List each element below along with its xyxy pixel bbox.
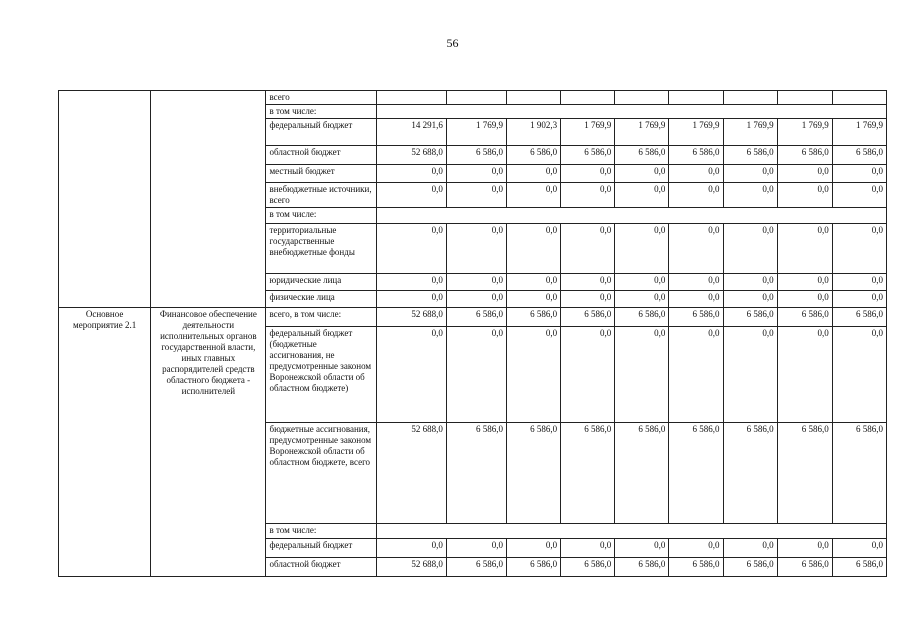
amount-cell: 6 586,0: [507, 308, 561, 327]
amount-cell: 0,0: [832, 327, 886, 423]
amount-cell: 0,0: [669, 165, 723, 183]
amount-cell: 1 769,9: [615, 119, 669, 146]
amount-cell: 0,0: [561, 291, 615, 308]
budget-table-body: [59, 91, 887, 577]
amount-cell: 0,0: [832, 224, 886, 274]
amount-cell: 14 291,6: [376, 119, 446, 146]
amount-cell: 0,0: [446, 274, 506, 291]
amount-cell: 0,0: [507, 165, 561, 183]
amount-cell: 6 586,0: [777, 146, 832, 165]
amount-cell: 1 769,9: [723, 119, 777, 146]
amount-cell: 0,0: [723, 274, 777, 291]
amount-cell: 6 586,0: [723, 558, 777, 577]
funding-source-cell: внебюджетные источники, всего: [266, 183, 376, 208]
funding-source-cell: областной бюджет: [266, 558, 376, 577]
funding-source-cell: в том числе:: [266, 524, 376, 539]
amount-cell: 0,0: [615, 183, 669, 208]
amount-cell: 0,0: [376, 224, 446, 274]
amount-cell: [561, 91, 615, 105]
amount-cell: 0,0: [723, 224, 777, 274]
amount-cell: 52 688,0: [376, 423, 446, 524]
table-row: [59, 308, 887, 327]
amount-cell: 0,0: [376, 327, 446, 423]
amount-cell: 0,0: [669, 183, 723, 208]
amount-cell: 0,0: [561, 274, 615, 291]
amount-cell: 1 769,9: [832, 119, 886, 146]
amount-cell: 0,0: [376, 183, 446, 208]
amount-cell: 1 769,9: [561, 119, 615, 146]
amount-cell: 6 586,0: [832, 558, 886, 577]
amount-cell: 0,0: [446, 327, 506, 423]
amount-cell: 6 586,0: [615, 423, 669, 524]
amount-cell: 0,0: [669, 291, 723, 308]
amount-cell: 0,0: [446, 291, 506, 308]
amount-cell: 0,0: [507, 224, 561, 274]
amount-cell: 6 586,0: [561, 308, 615, 327]
amount-cell: [376, 91, 446, 105]
empty-values-cell: [376, 208, 886, 224]
amount-cell: 6 586,0: [669, 558, 723, 577]
empty-values-cell: [376, 105, 886, 119]
amount-cell: 0,0: [615, 327, 669, 423]
amount-cell: 0,0: [832, 274, 886, 291]
amount-cell: 0,0: [832, 291, 886, 308]
amount-cell: 0,0: [615, 291, 669, 308]
amount-cell: 0,0: [832, 165, 886, 183]
measure-name-cell: Финансовое обеспечение деятельности исполнительных органов государственной власти, иных главных распорядителей средств областного бюджета - исполнителей: [151, 308, 266, 577]
amount-cell: 0,0: [723, 183, 777, 208]
amount-cell: [615, 91, 669, 105]
amount-cell: 6 586,0: [561, 558, 615, 577]
amount-cell: [723, 91, 777, 105]
amount-cell: 0,0: [507, 327, 561, 423]
amount-cell: 0,0: [561, 224, 615, 274]
funding-source-cell: федеральный бюджет: [266, 119, 376, 146]
amount-cell: [507, 91, 561, 105]
amount-cell: 0,0: [376, 274, 446, 291]
amount-cell: 0,0: [615, 539, 669, 558]
amount-cell: 0,0: [777, 183, 832, 208]
amount-cell: 6 586,0: [446, 558, 506, 577]
amount-cell: 6 586,0: [777, 423, 832, 524]
amount-cell: 6 586,0: [615, 558, 669, 577]
amount-cell: 6 586,0: [777, 308, 832, 327]
amount-cell: 0,0: [777, 291, 832, 308]
table-row: [59, 91, 887, 105]
amount-cell: 0,0: [832, 539, 886, 558]
amount-cell: 0,0: [507, 183, 561, 208]
amount-cell: [777, 91, 832, 105]
amount-cell: [446, 91, 506, 105]
amount-cell: 0,0: [777, 224, 832, 274]
amount-cell: 0,0: [561, 165, 615, 183]
amount-cell: 0,0: [832, 183, 886, 208]
amount-cell: 0,0: [446, 183, 506, 208]
amount-cell: 0,0: [777, 327, 832, 423]
amount-cell: 0,0: [669, 327, 723, 423]
funding-source-cell: бюджетные ассигнования, предусмотренные законом Воронежской области об областном бюджете, всего: [266, 423, 376, 524]
amount-cell: 0,0: [669, 274, 723, 291]
amount-cell: 1 769,9: [777, 119, 832, 146]
amount-cell: 0,0: [777, 274, 832, 291]
amount-cell: 0,0: [507, 291, 561, 308]
amount-cell: 6 586,0: [777, 558, 832, 577]
amount-cell: 6 586,0: [446, 423, 506, 524]
funding-source-cell: в том числе:: [266, 105, 376, 119]
amount-cell: 0,0: [669, 224, 723, 274]
amount-cell: 52 688,0: [376, 146, 446, 165]
amount-cell: 0,0: [561, 539, 615, 558]
measure-name-cell: [151, 91, 266, 308]
amount-cell: 0,0: [507, 274, 561, 291]
amount-cell: 6 586,0: [446, 308, 506, 327]
page-number: 56: [446, 36, 459, 50]
amount-cell: 6 586,0: [832, 308, 886, 327]
amount-cell: 0,0: [561, 183, 615, 208]
amount-cell: 0,0: [669, 539, 723, 558]
empty-values-cell: [376, 524, 886, 539]
amount-cell: 0,0: [777, 165, 832, 183]
amount-cell: 0,0: [615, 224, 669, 274]
budget-table: [58, 90, 887, 577]
funding-source-cell: территориальные государственные внебюджетные фонды: [266, 224, 376, 274]
amount-cell: 6 586,0: [507, 423, 561, 524]
amount-cell: 6 586,0: [723, 423, 777, 524]
amount-cell: 6 586,0: [723, 146, 777, 165]
amount-cell: 0,0: [561, 327, 615, 423]
amount-cell: 0,0: [376, 165, 446, 183]
amount-cell: 6 586,0: [832, 423, 886, 524]
amount-cell: 6 586,0: [507, 146, 561, 165]
amount-cell: 6 586,0: [507, 558, 561, 577]
amount-cell: 0,0: [777, 539, 832, 558]
amount-cell: 1 902,3: [507, 119, 561, 146]
measure-cell: Основное мероприятие 2.1: [59, 308, 151, 577]
amount-cell: 0,0: [615, 165, 669, 183]
measure-cell: [59, 91, 151, 308]
amount-cell: 6 586,0: [561, 146, 615, 165]
amount-cell: 6 586,0: [446, 146, 506, 165]
amount-cell: 0,0: [376, 291, 446, 308]
amount-cell: 6 586,0: [561, 423, 615, 524]
funding-source-cell: юридические лица: [266, 274, 376, 291]
amount-cell: 0,0: [507, 539, 561, 558]
funding-source-cell: всего: [266, 91, 376, 105]
funding-source-cell: в том числе:: [266, 208, 376, 224]
amount-cell: 1 769,9: [669, 119, 723, 146]
amount-cell: 0,0: [723, 165, 777, 183]
amount-cell: 0,0: [446, 224, 506, 274]
amount-cell: 1 769,9: [446, 119, 506, 146]
amount-cell: 0,0: [446, 165, 506, 183]
amount-cell: 6 586,0: [669, 146, 723, 165]
amount-cell: 0,0: [723, 539, 777, 558]
amount-cell: 6 586,0: [615, 146, 669, 165]
amount-cell: 52 688,0: [376, 558, 446, 577]
amount-cell: 0,0: [615, 274, 669, 291]
amount-cell: 0,0: [723, 291, 777, 308]
amount-cell: [832, 91, 886, 105]
amount-cell: 6 586,0: [669, 308, 723, 327]
funding-source-cell: местный бюджет: [266, 165, 376, 183]
funding-source-cell: физические лица: [266, 291, 376, 308]
amount-cell: 6 586,0: [723, 308, 777, 327]
amount-cell: 0,0: [446, 539, 506, 558]
amount-cell: 6 586,0: [669, 423, 723, 524]
amount-cell: [669, 91, 723, 105]
funding-source-cell: федеральный бюджет: [266, 539, 376, 558]
funding-source-cell: областной бюджет: [266, 146, 376, 165]
amount-cell: 0,0: [376, 539, 446, 558]
amount-cell: 6 586,0: [615, 308, 669, 327]
funding-source-cell: федеральный бюджет (бюджетные ассигнования, не предусмотренные законом Воронежской области об областном бюджете): [266, 327, 376, 423]
amount-cell: 0,0: [723, 327, 777, 423]
amount-cell: 52 688,0: [376, 308, 446, 327]
amount-cell: 6 586,0: [832, 146, 886, 165]
funding-source-cell: всего, в том числе:: [266, 308, 376, 327]
